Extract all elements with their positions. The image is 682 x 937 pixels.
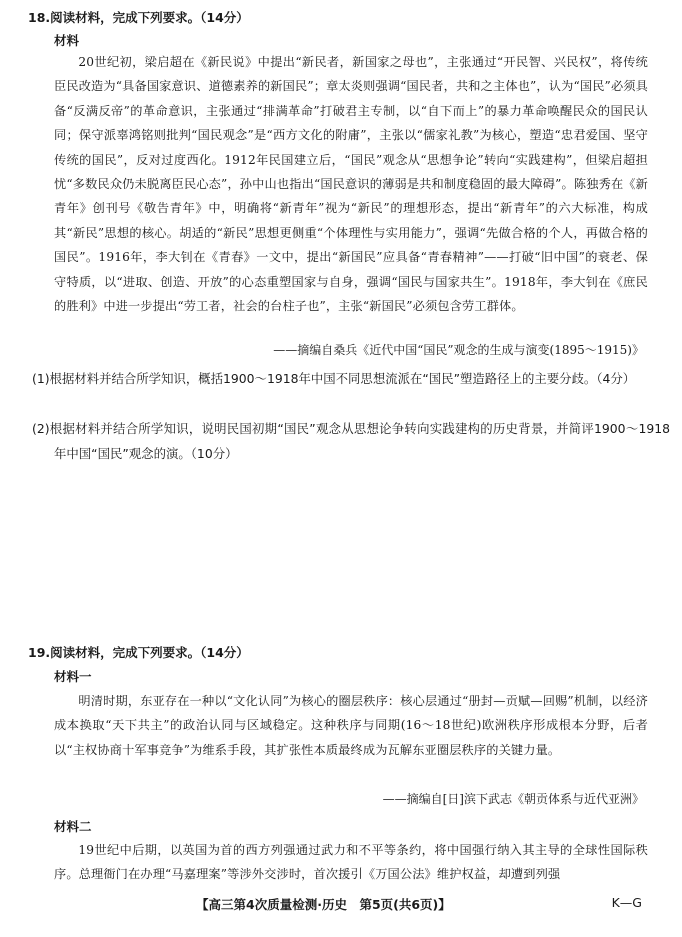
q18-material-paragraph: 20世纪初，梁启超在《新民说》中提出“新民者，新国家之母也”，主张通过“开民智、兴民权”，将传统臣民改造为“具备国家意识、道德素养的新国民”；章太炎则强调“国民者，共和之主体也”，认为“国民”必须具备“反满反帝”的革命意识，主张通过“排满革命”打破君主专制，以“自下而上”的暴力革命唤醒民众的国民认同；保守派辜鸿铭则批判“国民观念”是“西方文化的附庸”，主张以“儒家礼教”为核心，塑造“忠君爱国、坚守传统的国民”，反对过度西化。1912年民国建立后，“国民”观念从“思想争论”转向“实践建构”，但梁启超担忧“多数民众仍未脱离臣民心态”，孙中山也指出“国民意识的薄弱是共和制度稳固的最大障碍”。陈独秀在《新青年》创刊号《敬告青年》中，明确将“新青年”视为“新民”的理想形态，提出“新青年”的六大标准，构成其“新民”思想的核心。胡适的“新民”思想更侧重“个体理性与实用能力”，强调“先做合格的个人，再做合格的国民”。1916年，李大钊在《青春》一文中，提出“新国民”应具备“青春精神”——打破“旧中国”的衰老、保守特质，以“进取、创造、开放”的心态重塑国家与自身，强调“国民与国家共生”。1918年，李大钊在《庶民的胜利》中进一步提出“劳工者，社会的台柱子也”，主张“新国民”必须包含劳工群体。 xyxy=(54,55,648,314)
q19-material1-source: ——摘编自[日]滨下武志《朝贡体系与近代亚洲》 xyxy=(382,792,644,806)
q18-title: 18.阅读材料，完成下列要求。（14分） xyxy=(28,10,249,25)
footer-code: K—G xyxy=(611,895,642,910)
footer-page-info: 【高三第4次质量检测·历史 第5页(共6页)】 xyxy=(196,897,451,912)
q18-subquestion-2: (2)根据材料并结合所学知识，说明民国初期“国民”观念从思想论争转向实践建构的历史背景，并简评1900～1918年中国“国民”观念的演。（10分） xyxy=(32,421,670,461)
q18-material-label: 材料 xyxy=(54,33,80,48)
q18-subquestion-1: (1)根据材料并结合所学知识，概括1900～1918年中国不同思想流派在“国民”塑造路径上的主要分歧。（4分） xyxy=(32,371,636,386)
q19-material1-paragraph: 明清时期，东亚存在一种以“文化认同”为核心的圈层秩序：核心层通过“册封—贡赋—回赐”机制，以经济成本换取“天下共主”的政治认同与区域稳定。这种秩序与同期(16～18世纪)欧洲秩序形成根本分野，后者以“主权协商十军事竞争”为维系手段，其扩张性本质最终成为瓦解东亚圈层秩序的关键力量。 xyxy=(54,694,648,757)
q19-material2-paragraph: 19世纪中后期，以英国为首的西方列强通过武力和不平等条约，将中国强行纳入其主导的全球性国际秩序。总理衙门在办理“马嘉理案”等涉外交涉时，首次援引《万国公法》维护权益，却遭到列强 xyxy=(54,843,648,882)
q19-material1-label: 材料一 xyxy=(54,669,92,684)
answer-space xyxy=(28,470,648,630)
q19-title: 19.阅读材料，完成下列要求。（14分） xyxy=(28,645,249,660)
q18-source-citation: ——摘编自桑兵《近代中国“国民”观念的生成与演变(1895～1915)》 xyxy=(273,343,644,357)
q19-material2-label: 材料二 xyxy=(54,819,92,834)
